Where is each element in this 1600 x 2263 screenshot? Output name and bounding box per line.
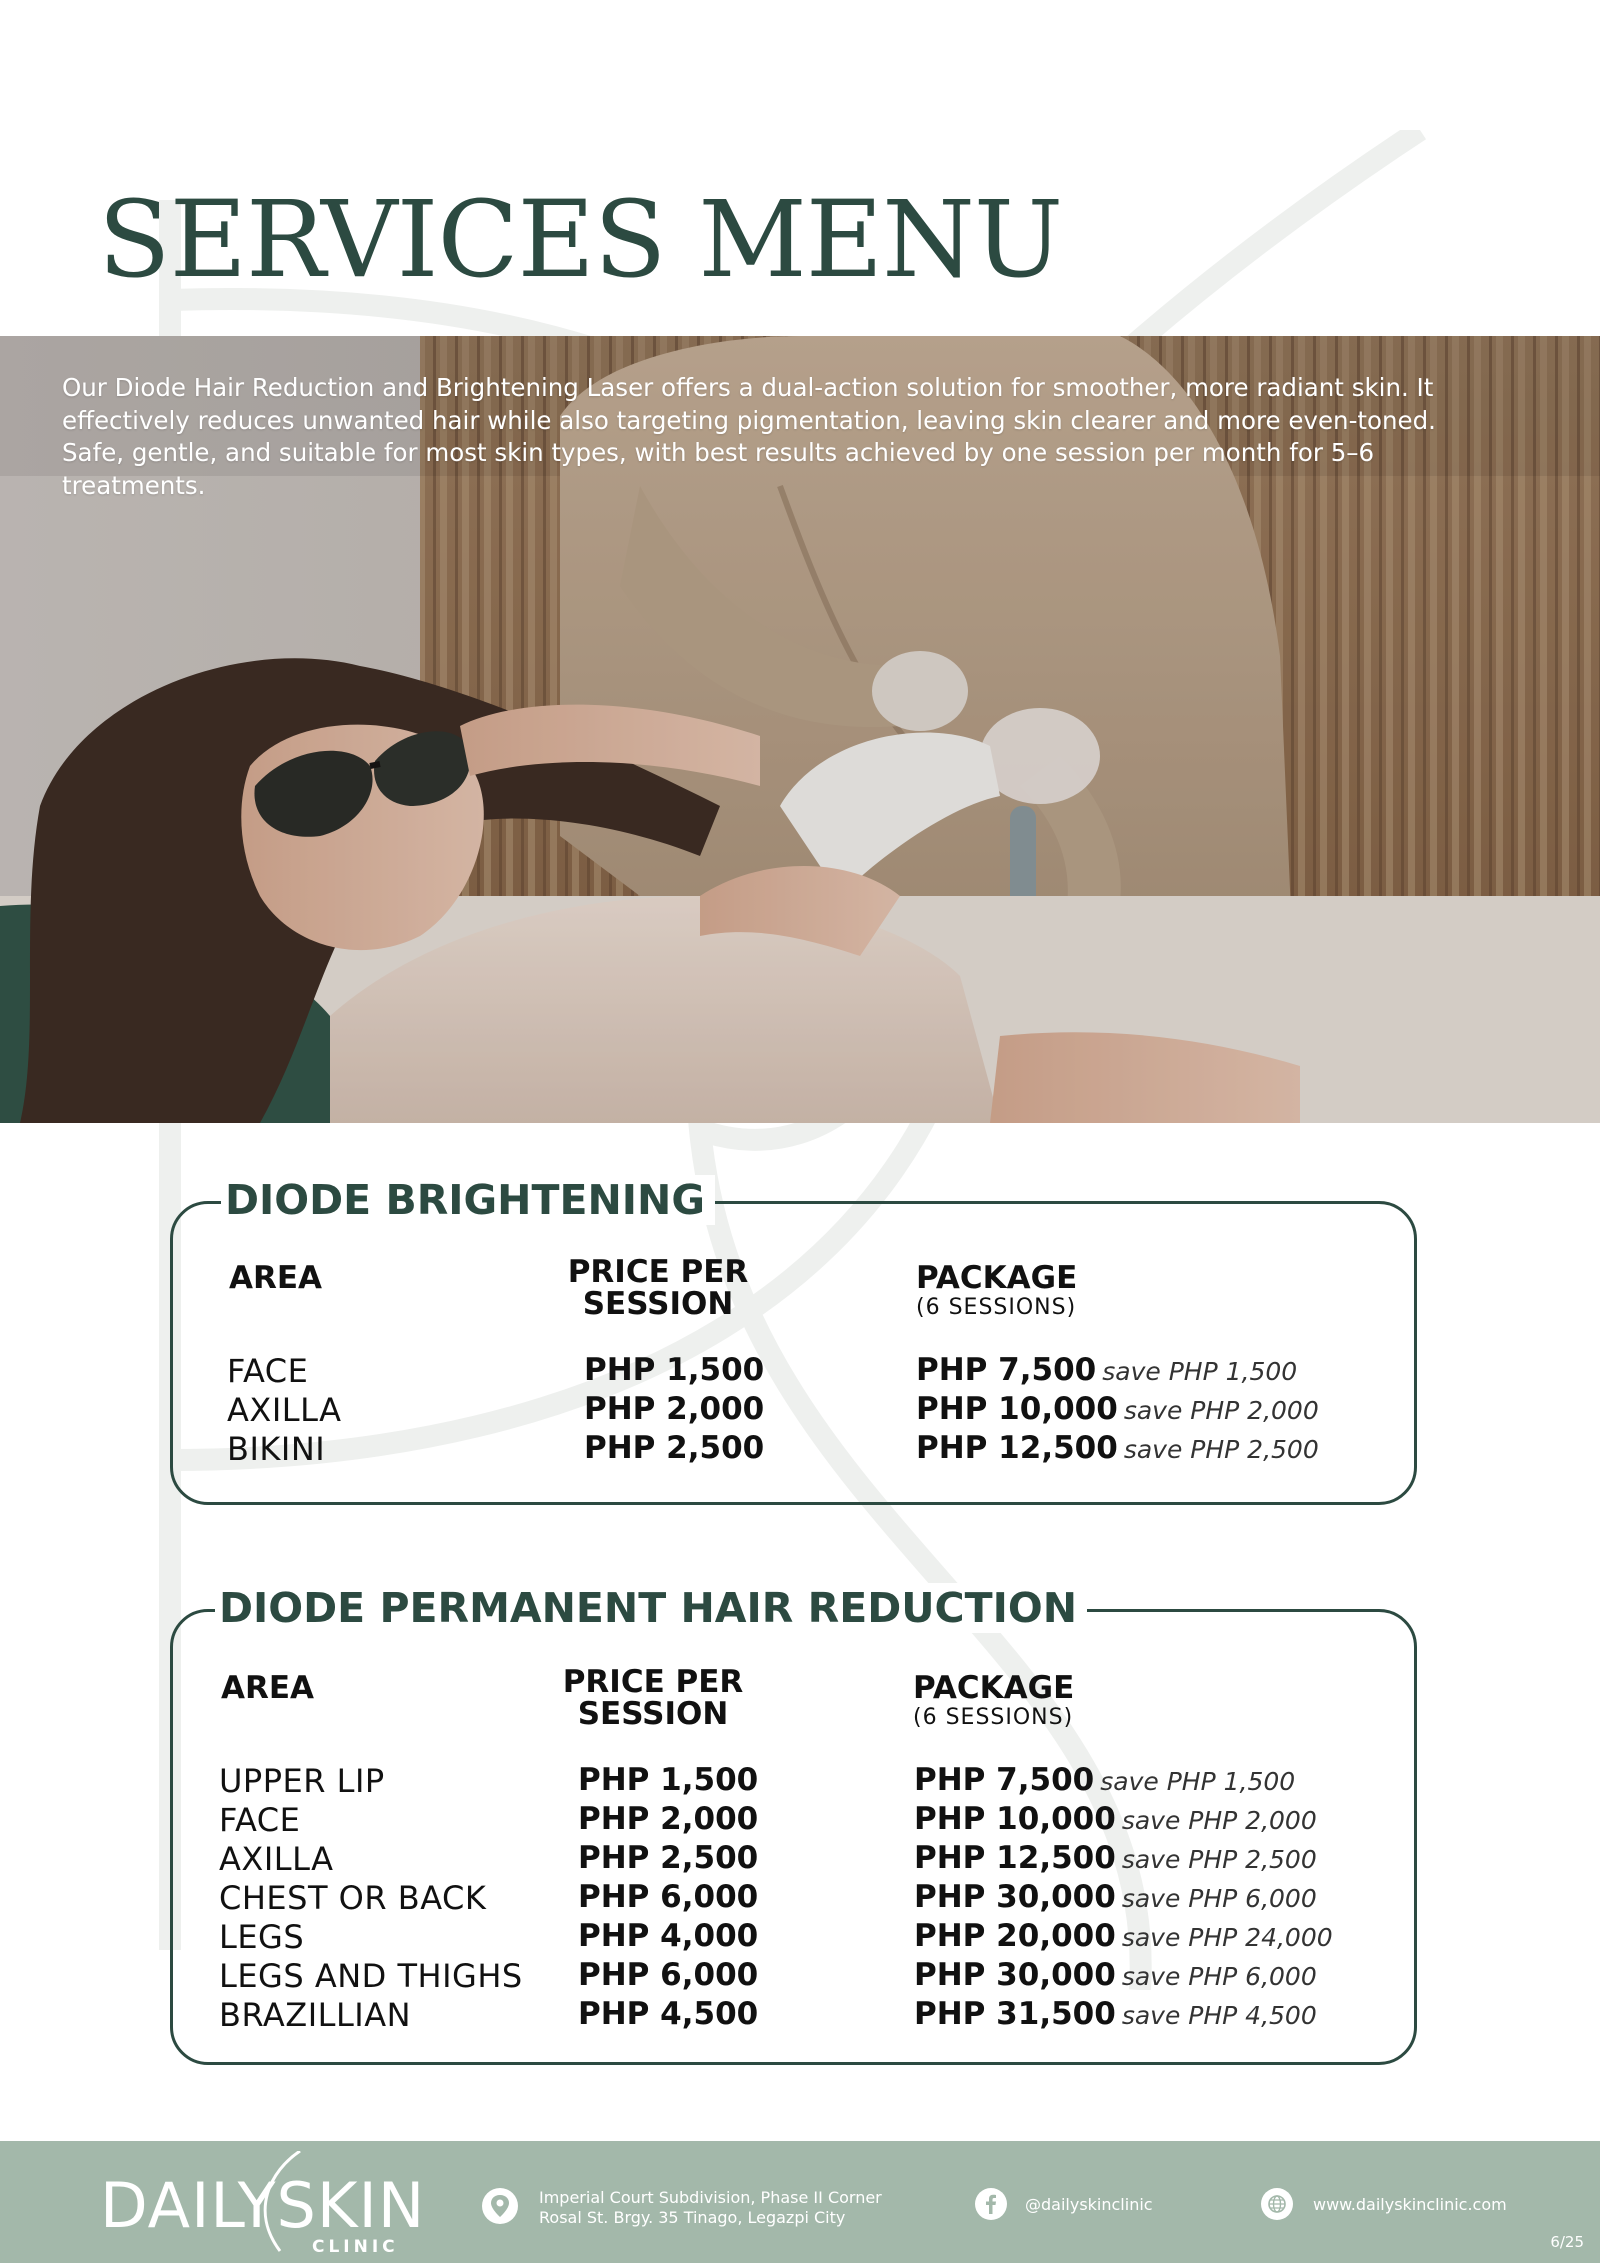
package-cell [914,1957,1317,1993]
price-cell: PHP 1,500 [584,1352,765,1388]
area-cell: BRAZILLIAN [219,1996,412,2034]
facebook-handle-link[interactable]: @dailyskinclinic [1025,2195,1153,2214]
price-cell: PHP 6,000 [578,1957,759,1993]
area-cell: CHEST OR BACK [219,1879,487,1917]
price-cell: PHP 6,000 [578,1879,759,1915]
area-cell: UPPER LIP [219,1762,385,1800]
area-column-header: AREA [221,1670,315,1706]
package-cell [916,1352,1297,1388]
area-cell: LEGS [219,1918,305,1956]
package-price: PHP 7,500 [914,1762,1095,1798]
price-column-header: PRICE PER SESSION [567,1254,749,1322]
price-cell: PHP 4,000 [578,1918,759,1954]
brightening-title: DIODE BRIGHTENING [221,1175,715,1225]
hair-reduction-menu-box [170,1584,1417,2065]
area-cell: FACE [219,1801,301,1839]
table-row [173,1352,1414,1392]
package-column-header [913,1672,1074,1732]
package-savings: save PHP 6,000 [1121,1884,1317,1913]
package-cell [914,1996,1317,2032]
globe-icon[interactable] [1261,2188,1293,2220]
package-savings: save PHP 2,500 [1121,1845,1317,1874]
price-cell: PHP 4,500 [578,1996,759,2032]
price-cell: PHP 2,000 [584,1391,765,1427]
package-cell [914,1762,1295,1798]
page-title: SERVICES MENU [98,178,1063,301]
package-cell [916,1430,1319,1466]
price-column-header: PRICE PER SESSION [562,1664,744,1732]
facebook-icon[interactable] [975,2188,1007,2220]
table-row [173,1801,1414,1841]
package-price: PHP 30,000 [914,1879,1116,1915]
table-row [173,1918,1414,1958]
clinic-logo [100,2151,426,2261]
package-price: PHP 10,000 [916,1391,1118,1427]
area-cell: AXILLA [219,1840,334,1878]
package-price: PHP 30,000 [914,1957,1116,1993]
page-number: 6/25 [1550,2233,1584,2251]
package-cell [916,1391,1319,1427]
price-cell: PHP 2,000 [578,1801,759,1837]
package-savings: save PHP 2,500 [1123,1435,1319,1464]
package-cell [914,1879,1317,1915]
package-cell [914,1918,1333,1954]
package-cell [914,1801,1317,1837]
address-line-2: Rosal St. Brgy. 35 Tinago, Legazpi City [539,2208,846,2227]
package-price: PHP 10,000 [914,1801,1116,1837]
package-savings: save PHP 2,000 [1123,1396,1319,1425]
package-price: PHP 12,500 [916,1430,1118,1466]
package-savings: save PHP 1,500 [1100,1767,1296,1796]
table-row [173,1879,1414,1919]
table-row [173,1391,1414,1431]
hair-reduction-title: DIODE PERMANENT HAIR REDUCTION [215,1583,1087,1633]
address-line-1: Imperial Court Subdivision, Phase II Corner [539,2188,882,2207]
footer-bar [0,2141,1600,2263]
table-row [173,1996,1414,2036]
table-row [173,1762,1414,1802]
logo-wordmark: DAILYSKIN [100,2169,426,2242]
logo-subtext: CLINIC [312,2237,399,2257]
package-price: PHP 7,500 [916,1352,1097,1388]
package-sessions-note: (6 SESSIONS) [913,1705,1074,1730]
package-column-header [916,1262,1077,1322]
brightening-menu-box [170,1176,1417,1505]
price-cell: PHP 2,500 [578,1840,759,1876]
package-header-label: PACKAGE [913,1670,1075,1706]
package-savings: save PHP 1,500 [1102,1357,1298,1386]
price-cell: PHP 1,500 [578,1762,759,1798]
area-cell: BIKINI [227,1430,326,1468]
area-cell: FACE [227,1352,309,1390]
package-savings: save PHP 24,000 [1121,1923,1333,1952]
package-savings: save PHP 2,000 [1121,1806,1317,1835]
package-price: PHP 12,500 [914,1840,1116,1876]
location-pin-icon [482,2188,518,2224]
area-cell: AXILLA [227,1391,342,1429]
table-row [173,1430,1414,1470]
package-savings: save PHP 6,000 [1121,1962,1317,1991]
website-link[interactable]: www.dailyskinclinic.com [1313,2195,1507,2214]
table-row [173,1840,1414,1880]
address-text [539,2188,882,2228]
package-price: PHP 20,000 [914,1918,1116,1954]
package-savings: save PHP 4,500 [1121,2001,1317,2030]
intro-paragraph: Our Diode Hair Reduction and Brightening Laser offers a dual-action solution for smoother, more radiant skin. It effectively reduces unwanted hair while also targeting pigmentation, leaving skin clearer and more even-toned. Safe, gentle, and suitable for most skin types, with best results achieved by one session per month for 5–6 treatments. [62,373,1436,500]
package-header-label: PACKAGE [916,1260,1078,1296]
table-row [173,1957,1414,1997]
price-cell: PHP 2,500 [584,1430,765,1466]
hero-photo [0,336,1600,1123]
area-cell: LEGS AND THIGHS [219,1957,523,1995]
package-price: PHP 31,500 [914,1996,1116,2032]
package-sessions-note: (6 SESSIONS) [916,1295,1077,1320]
area-column-header: AREA [229,1260,323,1296]
package-cell [914,1840,1317,1876]
